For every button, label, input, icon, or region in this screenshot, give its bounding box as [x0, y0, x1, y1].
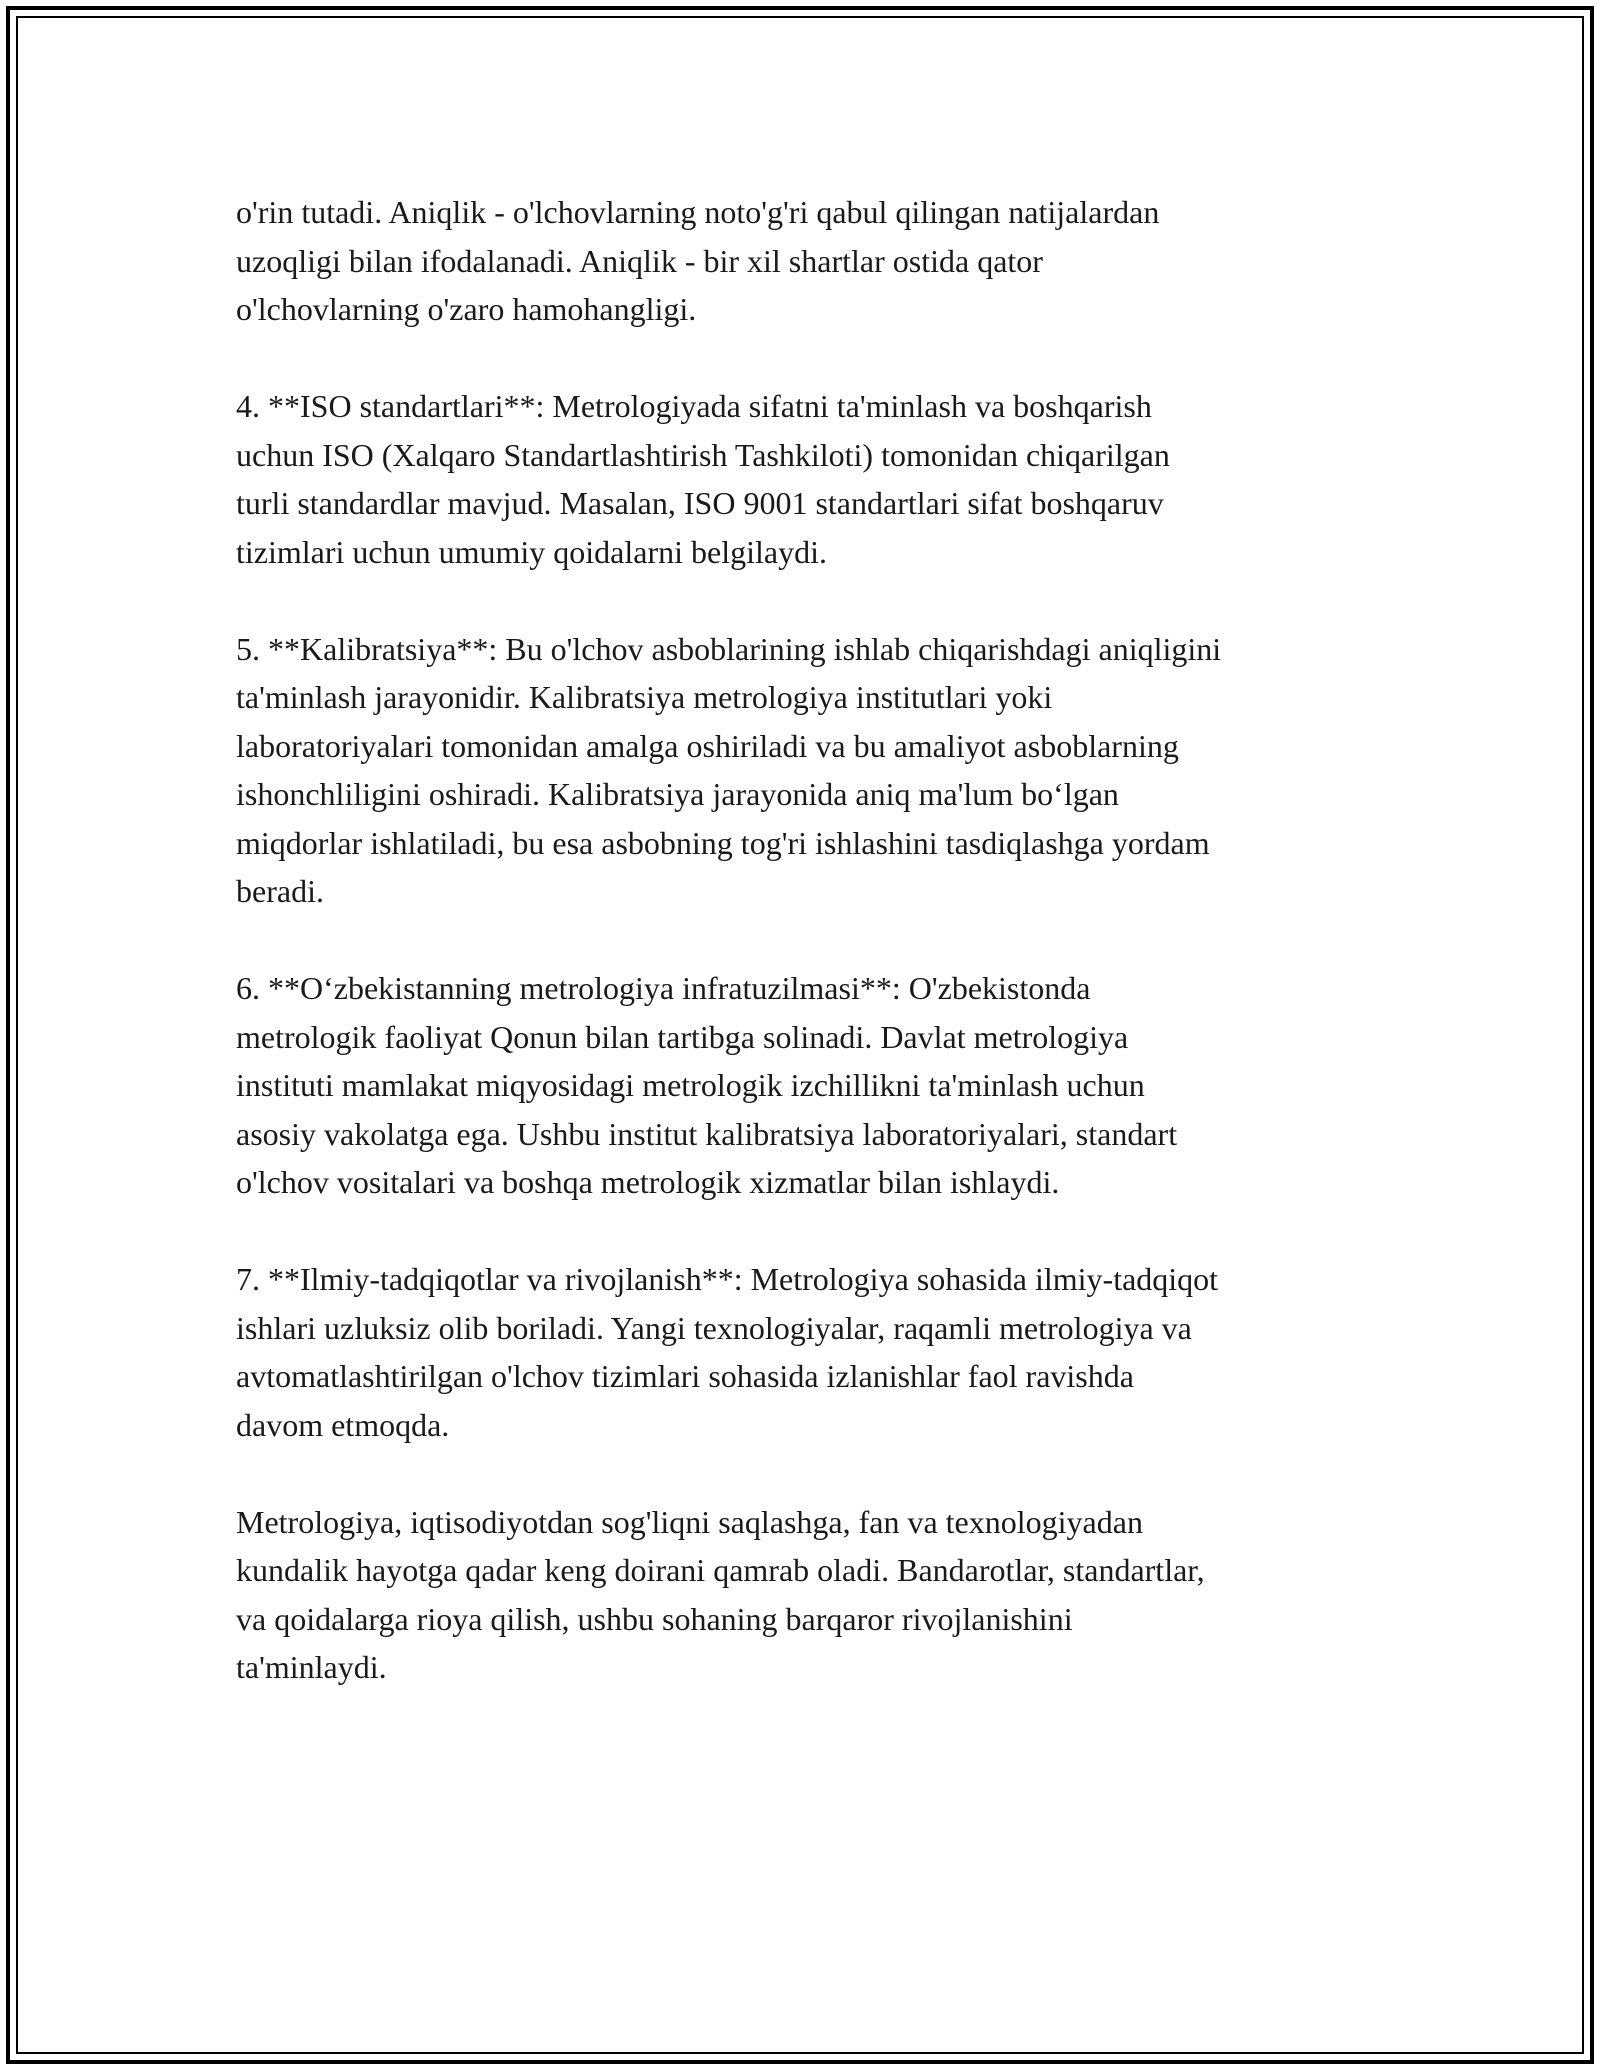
- paragraph-research-development: 7. **Ilmiy-tadqiqotlar va rivojlanish**: Metrologiya sohasida ilmiy-tadqiqot ishlari uzluksiz olib boriladi. Yangi texnologiyalar, raqamli metrologiya va avtomatlashtirilgan o'lchov tizimlari sohasida izlanishlar faol ravishda davom etmoqda.: [236, 1261, 1219, 1443]
- paragraph-iso-standards: 4. **ISO standartlari**: Metrologiyada sifatni ta'minlash va boshqarish uchun ISO (Xalqaro Standartlashtirish Tashkiloti) tomonidan chiqarilgan turli standardlar mavjud. Masalan, ISO 9001 standartlari sifat boshqaruv tizimlari uchun umumiy qoidalarni belgilaydi.: [236, 388, 1170, 570]
- paragraph-accuracy-continuation: o'rin tutadi. Aniqlik - o'lchovlarning noto'g'ri qabul qilingan natijalardan uzoqligi bilan ifodalanadi. Aniqlik - bir xil shartlar ostida qator o'lchovlarning o'zaro hamohangligi.: [236, 194, 1160, 327]
- paragraph-calibration: 5. **Kalibratsiya**: Bu o'lchov asboblarining ishlab chiqarishdagi aniqligini ta'minlash jarayonidir. Kalibratsiya metrologiya institutlari yoki laboratoriyalari tomonidan amalga oshiriladi va bu amaliyot asboblarning ishonchliligini oshiradi. Kalibratsiya jarayonida aniq ma'lum bo‘lgan miqdorlar ishlatiladi, bu esa asbobning tog'ri ishlashini tasdiqlashga yordam beradi.: [236, 630, 1222, 909]
- paragraph-conclusion: Metrologiya, iqtisodiyotdan sog'liqni saqlashga, fan va texnologiyadan kundalik hayotga qadar keng doirani qamrab oladi. Bandarotlar, standartlar, va qoidalarga rioya qilish, ushbu sohaning barqaror rivojlanishini ta'minlaydi.: [236, 1503, 1205, 1685]
- paragraph-uzbekistan-infrastructure: 6. **O‘zbekistanning metrologiya infratuzilmasi**: O'zbekistonda metrologik faoliyat Qonun bilan tartibga solinadi. Davlat metrologiya instituti mamlakat miqyosidagi metrologik izchillikni ta'minlash uchun asosiy vakolatga ega. Ushbu institut kalibratsiya laboratoriyalari, standart o'lchov vositalari va boshqa metrologik xizmatlar bilan ishlaydi.: [236, 970, 1178, 1200]
- document-body: [236, 188, 1376, 1740]
